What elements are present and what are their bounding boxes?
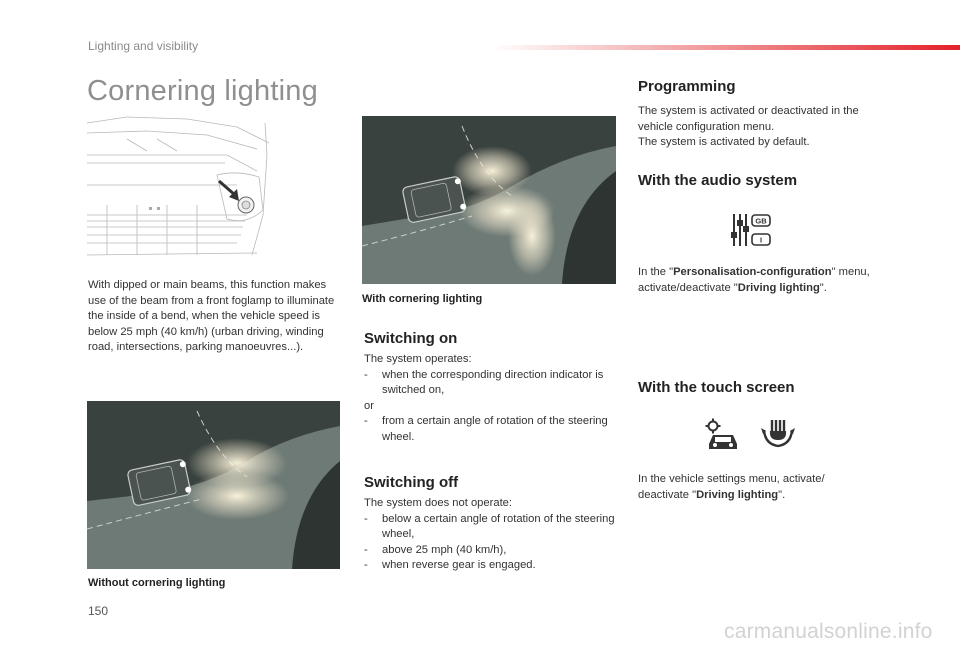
page-title: Cornering lighting bbox=[87, 75, 318, 107]
audio-instructions bbox=[638, 265, 900, 296]
programming-line-1: The system is activated or deactivated in the vehicle configuration menu. bbox=[638, 105, 859, 133]
audio-text-mid: " menu, activate/deactivate " bbox=[638, 266, 870, 294]
caption-with-cornering: With cornering lighting bbox=[362, 293, 483, 305]
audio-badge-top: GB bbox=[755, 216, 767, 226]
audio-menu-name: Personalisation-configuration bbox=[673, 266, 832, 278]
list-item bbox=[364, 368, 616, 399]
section-title: Lighting and visibility bbox=[88, 39, 199, 53]
touch-instructions bbox=[638, 472, 878, 503]
audio-system-heading: With the audio system bbox=[638, 172, 798, 189]
switching-off-item-1: below a certain angle of rotation of the steering wheel, bbox=[382, 512, 615, 540]
dash: - bbox=[364, 512, 368, 525]
dash: - bbox=[364, 543, 368, 556]
touch-text-post: ". bbox=[778, 488, 786, 501]
switching-off-heading: Switching off bbox=[364, 474, 459, 491]
photo-without-cornering-lighting bbox=[87, 401, 340, 569]
programming-body bbox=[638, 104, 888, 151]
photo-with-cornering-lighting bbox=[362, 116, 616, 284]
switching-on-or: or bbox=[364, 399, 374, 412]
switching-off-item-3: when reverse gear is engaged. bbox=[382, 559, 536, 571]
vehicle-settings-icon bbox=[705, 418, 741, 452]
switching-on-body bbox=[364, 352, 616, 445]
switching-off-body bbox=[364, 496, 616, 574]
audio-text-post: ". bbox=[819, 281, 827, 294]
watermark: carmanualsonline.info bbox=[724, 620, 933, 643]
audio-badge-bottom: I bbox=[759, 235, 763, 245]
switching-off-intro: The system does not operate: bbox=[364, 497, 513, 509]
switching-on-heading: Switching on bbox=[364, 330, 458, 347]
touch-text-pre: In the vehicle settings menu, activate/ deactivate " bbox=[638, 473, 825, 501]
dash: - bbox=[364, 368, 368, 381]
switching-on-item-2: from a certain angle of rotation of the steering wheel. bbox=[382, 415, 608, 443]
switching-on-intro: The system operates: bbox=[364, 353, 472, 365]
caption-without-cornering: Without cornering lighting bbox=[88, 577, 226, 589]
list-item bbox=[364, 512, 616, 543]
programming-heading: Programming bbox=[638, 78, 736, 95]
header-accent-bar bbox=[490, 45, 960, 50]
audio-item-name: Driving lighting bbox=[737, 281, 820, 294]
touch-item-name: Driving lighting bbox=[696, 488, 779, 501]
touch-screen-heading: With the touch screen bbox=[638, 379, 795, 396]
switching-off-item-2: above 25 mph (40 km/h), bbox=[382, 543, 507, 556]
dash: - bbox=[364, 415, 368, 427]
list-item bbox=[364, 414, 616, 445]
programming-line-2: The system is activated by default. bbox=[638, 136, 810, 148]
list-item bbox=[364, 543, 616, 559]
page-number: 150 bbox=[88, 604, 109, 618]
switching-on-item-1: when the corresponding direction indicator is switched on, bbox=[382, 368, 604, 396]
audio-text-pre: In the " bbox=[638, 266, 674, 278]
list-item bbox=[364, 558, 616, 574]
driving-lighting-icon bbox=[760, 418, 796, 450]
audio-settings-icon bbox=[730, 212, 772, 248]
intro-paragraph: With dipped or main beams, this function makes use of the beam from a front foglamp to illuminate the inside of a bend, when the vehicle speed is below 25 mph (40 km/h) (urban driving, winding road, intersections, parking manoeuvres...). bbox=[88, 279, 335, 353]
front-bumper-illustration bbox=[87, 115, 270, 261]
dash: - bbox=[364, 559, 368, 571]
